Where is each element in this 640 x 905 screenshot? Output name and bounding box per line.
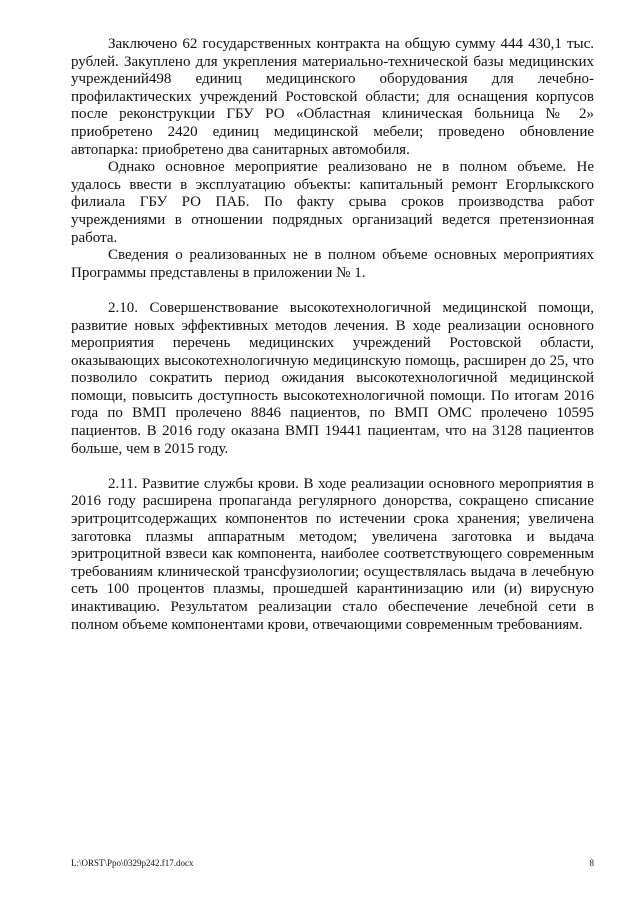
paragraph-section-2-11: 2.11. Развитие службы крови. В ходе реализации основного мероприятия в 2016 году расширена пропаганда регулярного донорства, сокращено списание эритроцитсодержащих компонентов по истечении срока хранения; увеличена заготовка плазмы аппаратным методом; увеличена заготовка и выдача эритроцитной взвеси как компонента, наиболее соответствующего современным требованиям клинической трансфузиологии; осуществлялась выдача в лечебную сеть 100 процентов плазмы, прошедшей карантинизацию или (и) вирусную инактивацию. Результатом реализации стало обеспечение лечебной сети в полном объеме компонентами крови, отвечающими современным требованиям. <box>71 475 594 633</box>
footer-file-path: L:\ORST\Ppo\0329p242.f17.docx <box>71 858 194 868</box>
paragraph-appendix-reference: Сведения о реализованных не в полном объеме основных мероприятиях Программы представлены в приложении № 1. <box>71 247 594 281</box>
paragraph-gap <box>71 282 594 300</box>
paragraph-section-2-10: 2.10. Совершенствование высокотехнологичной медицинской помощи, развитие новых эффективных методов лечения. В ходе реализации основного мероприятия перечень медицинских учреждений Ростовской области, оказывающих высокотехнологичную медицинскую помощь, расширен до 25, что позволило сократить период ожидания высокотехнологичной медицинской помощи, повысить доступность высокотехнологичной помощи. По итогам 2016 года по ВМП пролечено 8846 пациентов, по ВМП ОМС пролечено 10595 пациентов. В 2016 году оказана ВМП 19441 пациентам, что на 3128 пациентов больше, чем в 2015 году. <box>71 299 594 457</box>
paragraph-not-fully-implemented: Однако основное мероприятие реализовано не в полном объеме. Не удалось ввести в эксплуатацию объекты: капитальный ремонт Егорлыкского филиала ГБУ РО ПАБ. По факту срыва сроков производства работ учреждениями в отношении подрядных организаций ведется претензионная работа. <box>71 159 594 246</box>
paragraph-gap <box>71 458 594 476</box>
footer-page-number: 8 <box>589 858 594 868</box>
paragraph-contracts: Заключено 62 государственных контракта на общую сумму 444 430,1 тыс. рублей. Закуплено для укрепления материально-технической базы медицинских учреждений498 единиц медицинского оборудования для лечебно-профилактических учреждений Ростовской области; для оснащения корпусов после реконструкции ГБУ РО «Областная клиническая больница № 2» приобретено 2420 единиц медицинской мебели; проведено обновление автопарка: приобретено два санитарных автомобиля. <box>71 36 594 158</box>
document-body <box>71 36 594 634</box>
